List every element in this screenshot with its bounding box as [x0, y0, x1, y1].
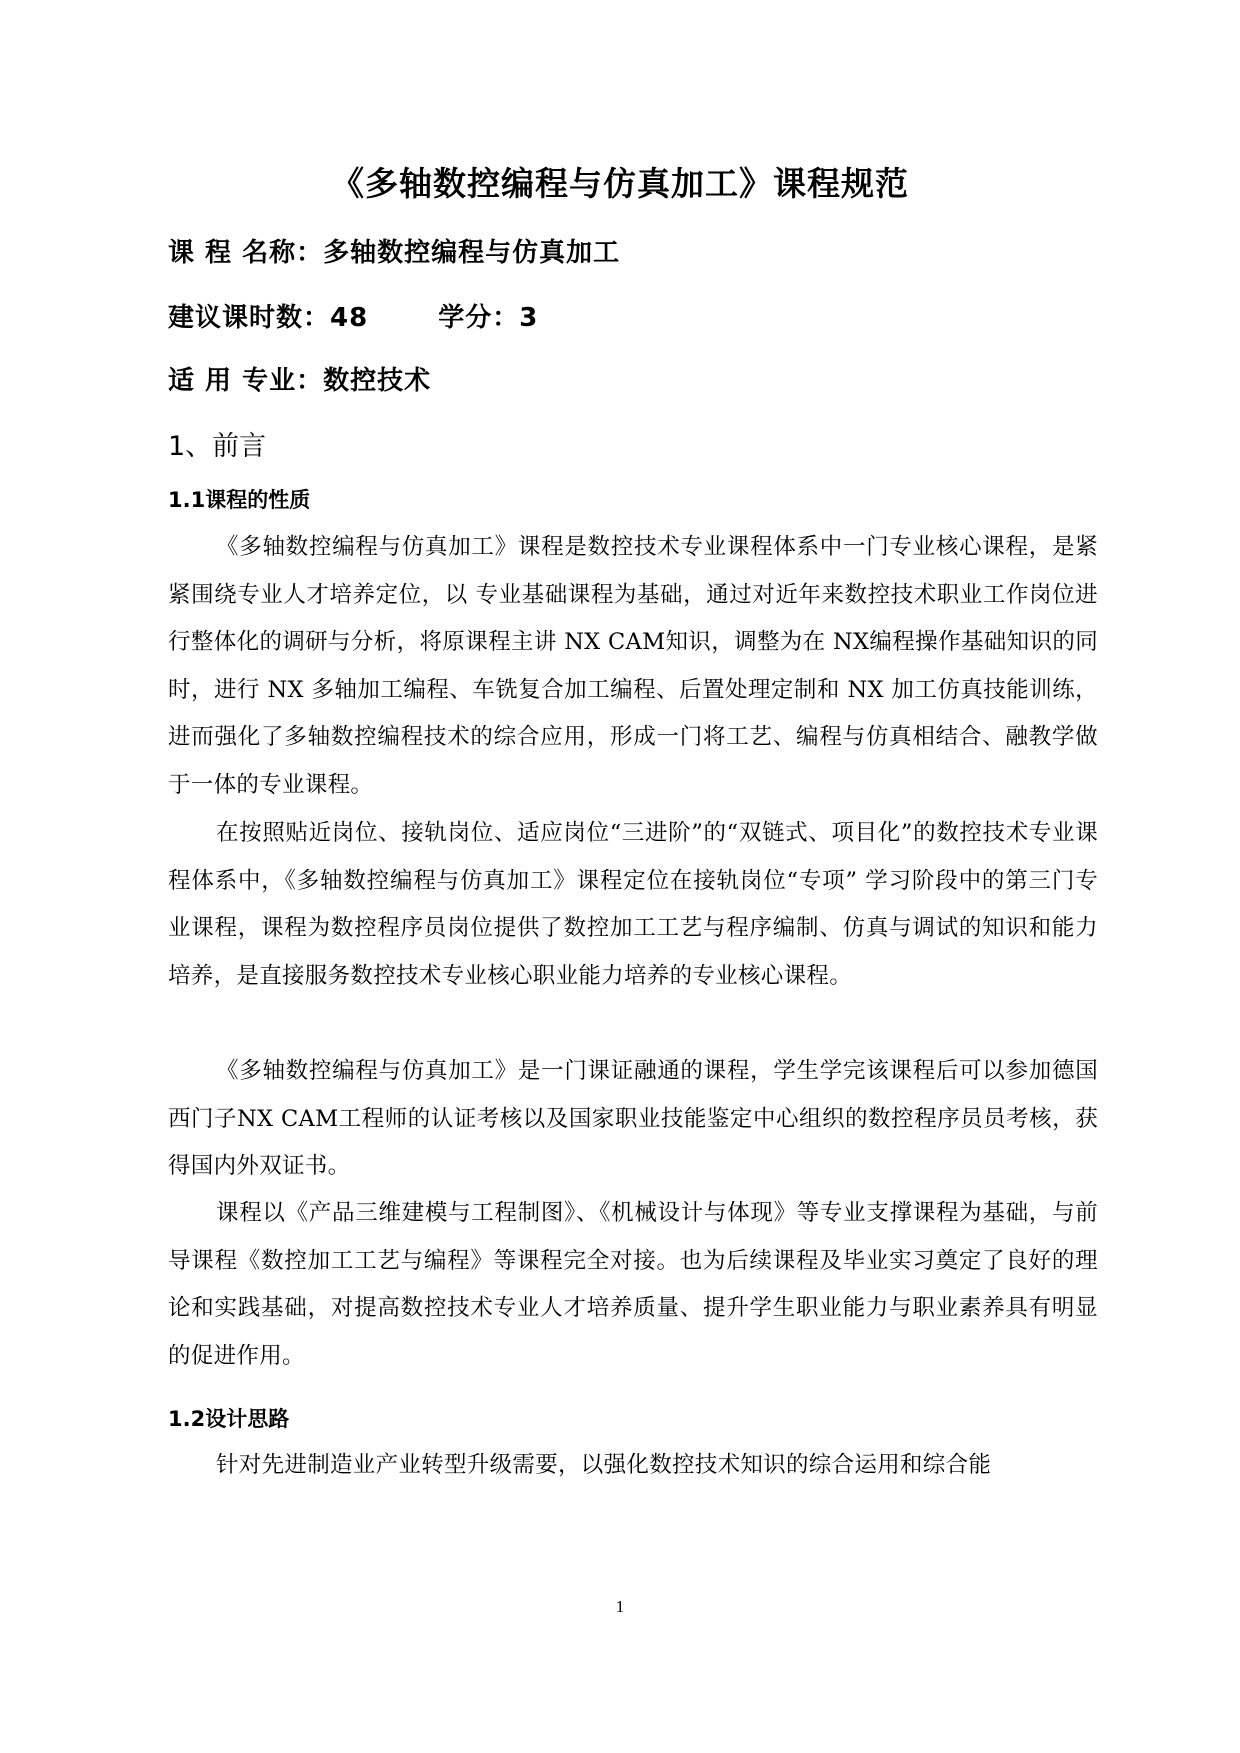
- page-number: 1: [615, 1597, 625, 1616]
- major-line: 适 用 专业：数控技术: [168, 366, 432, 396]
- paragraph-2: 在按照贴近岗位、接轨岗位、适应岗位“三进阶”的“双链式、项目化”的数控技术专业课程体系中，《多轴数控编程与仿真加工》课程定位在接轨岗位“专项” 学习阶段中的第三门专业课程，课程为数控程序员岗位提供了数控加工工艺与程序编制、仿真与调试的知识和能力培养，是直接服务数控技术专业核心职业能力培养的专业核心课程。: [168, 820, 1098, 989]
- paragraph-4: 课程以《产品三维建模与工程制图》、《机械设计与体现》等专业支撑课程为基础，与前导课程《数控加工工艺与编程》等课程完全对接。也为后续课程及毕业实习奠定了良好的理论和实践基础，对提高数控技术专业人才培养质量、提升学生职业能力与职业素养具有明显的促进作用。: [168, 1200, 1098, 1369]
- course-hours: 建议课时数：48: [168, 303, 369, 333]
- section-heading-design: 1.2设计思路: [168, 1407, 290, 1431]
- hours-credits-line: [168, 297, 538, 334]
- document-title: 《多轴数控编程与仿真加工》课程规范: [331, 164, 909, 203]
- paragraph-3: 《多轴数控编程与仿真加工》是一门课证融通的课程，学生学完该课程后可以参加德国西门子NX CAM工程师的认证考核以及国家职业技能鉴定中心组织的数控程序员员考核，获得国内外双证书。: [168, 1058, 1098, 1179]
- paragraph-1: 《多轴数控编程与仿真加工》课程是数控技术专业课程体系中一门专业核心课程，是紧紧围绕专业人才培养定位，以 专业基础课程为基础，通过对近年来数控技术职业工作岗位进行整体化的调研与分析，将原课程主讲 NX CAM知识，调整为在 NX编程操作基础知识的同时，进行 NX 多轴加工编程、车铣复合加工编程、后置处理定制和 NX 加工仿真技能训练，进而强化了多轴数控编程技术的综合应用，形成一门将工艺、编程与仿真相结合、融教学做于一体的专业课程。: [168, 534, 1098, 798]
- paragraph-5: 针对先进制造业产业转型升级需要，以强化数控技术知识的综合运用和综合能: [216, 1452, 992, 1478]
- section-heading-nature: 1.1课程的性质: [168, 488, 311, 512]
- section-heading-preface: 1、前言: [168, 431, 267, 462]
- course-name-line: 课 程 名称：多轴数控编程与仿真加工: [168, 238, 621, 268]
- course-credits: 学分：3: [438, 303, 539, 333]
